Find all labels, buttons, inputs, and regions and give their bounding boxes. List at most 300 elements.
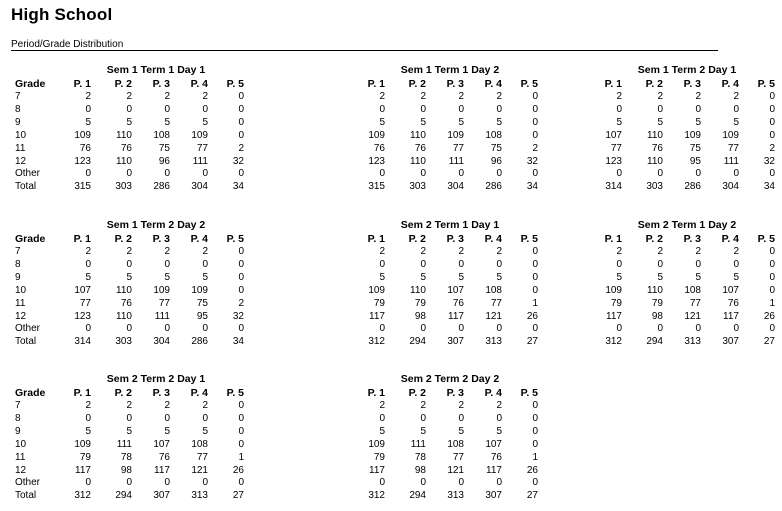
table-row [542, 297, 775, 310]
period-column-header: P. 4 [484, 233, 502, 245]
period-column-header: P. 5 [520, 233, 538, 245]
table-cell: 0 [238, 168, 244, 180]
table-row [305, 464, 538, 477]
table-cell: 313 [447, 490, 464, 502]
table-title: Sem 2 Term 2 Day 2 [400, 373, 500, 385]
table-row [11, 399, 244, 412]
table-cell: 0 [695, 103, 701, 115]
table-cell: 111 [192, 155, 208, 167]
table-cell: 26 [763, 310, 775, 322]
period-column-header: P. 5 [757, 233, 775, 245]
table-row [305, 438, 538, 451]
table-cell: 2 [126, 91, 132, 102]
table-cell: 294 [646, 336, 663, 348]
table-cell: 5 [126, 425, 132, 437]
table-cell: 5 [85, 271, 91, 283]
table-cell: 32 [526, 155, 538, 167]
table-cell: 77 [452, 142, 464, 154]
period-column-header: P. 2 [408, 78, 426, 90]
table-cell: 0 [695, 258, 701, 270]
table-row [305, 412, 538, 425]
table-cell: 2 [695, 91, 701, 102]
table-cell: 314 [74, 336, 91, 348]
table-row [305, 322, 538, 335]
table-cell: 0 [85, 477, 91, 489]
table-cell: 5 [85, 425, 91, 437]
table-cell: 75 [196, 297, 208, 309]
table-cell: 303 [115, 336, 132, 348]
table-cell: 123 [368, 155, 385, 167]
table-cell: 95 [196, 310, 208, 322]
table-cell: 76 [158, 451, 170, 463]
table-cell: 2 [657, 91, 663, 102]
table-cell: 117 [486, 464, 502, 476]
grade-label: Total [15, 490, 37, 502]
table-cell: 77 [727, 142, 739, 154]
table-cell: 76 [414, 142, 426, 154]
grade-label: Total [15, 336, 37, 348]
total-row [11, 180, 244, 193]
table-cell: 0 [420, 412, 426, 424]
table-row [542, 103, 775, 116]
table-cell: 0 [238, 400, 244, 411]
table-cell: 108 [447, 438, 464, 450]
table-cell: 123 [74, 310, 91, 322]
period-column-header: P. 5 [520, 387, 538, 399]
table-cell: 110 [647, 155, 663, 167]
table-cell: 0 [532, 168, 538, 180]
grade-label: 9 [15, 271, 21, 283]
table-cell: 307 [153, 490, 170, 502]
table-cell: 108 [191, 438, 208, 450]
table-cell: 0 [238, 129, 244, 141]
table-cell: 34 [526, 181, 538, 193]
table-cell: 5 [695, 271, 701, 283]
table-cell: 0 [695, 323, 701, 335]
table-cell: 2 [126, 400, 132, 411]
table-row [11, 116, 244, 129]
table-cell: 0 [379, 258, 385, 270]
table-row [305, 451, 538, 464]
table-cell: 2 [164, 91, 170, 102]
table-cell: 0 [769, 284, 775, 296]
period-column-header: P. 2 [114, 78, 132, 90]
period-column-header: P. 4 [190, 387, 208, 399]
table-cell: 77 [158, 297, 170, 309]
period-column-header: P. 1 [73, 233, 91, 245]
table-cell: 0 [532, 412, 538, 424]
table-cell: 0 [458, 323, 464, 335]
table-cell: 0 [769, 168, 775, 180]
table-cell: 77 [196, 142, 208, 154]
table-cell: 2 [733, 246, 739, 257]
period-column-header: P. 2 [114, 233, 132, 245]
table-cell: 0 [496, 323, 502, 335]
table-cell: 76 [79, 142, 91, 154]
table-cell: 98 [120, 464, 132, 476]
table-cell: 0 [202, 258, 208, 270]
table-cell: 286 [191, 336, 208, 348]
table-cell: 313 [485, 336, 502, 348]
table-cell: 96 [490, 155, 502, 167]
table-cell: 27 [526, 490, 538, 502]
table-cell: 121 [191, 464, 208, 476]
table-cell: 304 [191, 181, 208, 193]
period-column-header: P. 1 [367, 233, 385, 245]
grade-label: 12 [15, 310, 27, 322]
table-cell: 5 [496, 425, 502, 437]
table-cell: 0 [85, 323, 91, 335]
table-cell: 108 [684, 284, 701, 296]
table-cell: 0 [164, 258, 170, 270]
table-row [11, 167, 244, 180]
table-cell: 0 [420, 323, 426, 335]
table-cell: 76 [727, 297, 739, 309]
table-cell: 0 [616, 103, 622, 115]
table-cell: 79 [651, 297, 663, 309]
table-cell: 5 [458, 116, 464, 128]
table-cell: 312 [368, 336, 385, 348]
table-cell: 0 [420, 168, 426, 180]
table-cell: 0 [85, 168, 91, 180]
table-cell: 5 [202, 425, 208, 437]
table-cell: 27 [526, 336, 538, 348]
table-cell: 0 [238, 425, 244, 437]
table-row [11, 438, 244, 451]
table-row [305, 155, 538, 168]
grade-column-header: Grade [15, 78, 46, 90]
period-column-header: P. 5 [757, 78, 775, 90]
table-title: Sem 2 Term 2 Day 1 [106, 373, 206, 385]
table-cell: 294 [409, 336, 426, 348]
table-cell: 109 [153, 284, 170, 296]
table-cell: 76 [490, 451, 502, 463]
table-cell: 76 [373, 142, 385, 154]
table-cell: 0 [532, 246, 538, 257]
total-row [11, 335, 244, 348]
table-row [542, 310, 775, 323]
table-cell: 5 [164, 271, 170, 283]
table-cell: 110 [116, 310, 132, 322]
total-row [305, 489, 538, 502]
table-cell: 109 [368, 284, 385, 296]
table-row [542, 116, 775, 129]
table-cell: 98 [414, 310, 426, 322]
table-cell: 117 [723, 310, 739, 322]
table-row [11, 258, 244, 271]
table-cell: 303 [115, 181, 132, 193]
table-cell: 2 [85, 246, 91, 257]
table-row [11, 271, 244, 284]
table-cell: 1 [769, 297, 775, 309]
total-row [11, 489, 244, 502]
table-cell: 303 [646, 181, 663, 193]
table-cell: 0 [496, 168, 502, 180]
table-cell: 32 [763, 155, 775, 167]
table-cell: 110 [410, 155, 426, 167]
period-column-header: P. 1 [604, 78, 622, 90]
period-column-header: P. 5 [226, 78, 244, 90]
table-cell: 117 [154, 464, 170, 476]
grade-label: Other [15, 323, 41, 335]
table-cell: 0 [379, 412, 385, 424]
table-cell: 0 [496, 258, 502, 270]
table-cell: 0 [532, 425, 538, 437]
table-cell: 2 [458, 91, 464, 102]
grade-label: 11 [15, 451, 26, 463]
table-cell: 98 [414, 464, 426, 476]
table-cell: 78 [120, 451, 132, 463]
table-cell: 79 [373, 451, 385, 463]
table-cell: 5 [733, 116, 739, 128]
table-cell: 5 [420, 425, 426, 437]
table-cell: 107 [605, 129, 622, 141]
table-cell: 26 [526, 310, 538, 322]
table-cell: 0 [769, 271, 775, 283]
table-cell: 79 [414, 297, 426, 309]
grade-label: 10 [15, 129, 27, 141]
table-cell: 98 [651, 310, 663, 322]
period-column-header: P. 5 [226, 233, 244, 245]
table-cell: 286 [485, 181, 502, 193]
table-row [542, 322, 775, 335]
table-cell: 0 [532, 438, 538, 450]
table-cell: 117 [369, 310, 385, 322]
table-cell: 110 [647, 129, 663, 141]
table-cell: 5 [657, 116, 663, 128]
table-title: Sem 1 Term 1 Day 2 [400, 64, 500, 76]
table-cell: 107 [74, 284, 91, 296]
table-row [542, 155, 775, 168]
table-cell: 2 [238, 142, 244, 154]
table-cell: 0 [238, 271, 244, 283]
period-column-header: P. 4 [484, 387, 502, 399]
table-row [305, 284, 538, 297]
table-cell: 0 [238, 284, 244, 296]
table-cell: 0 [238, 91, 244, 102]
table-cell: 0 [532, 116, 538, 128]
table-cell: 0 [238, 246, 244, 257]
table-cell: 0 [458, 103, 464, 115]
table-cell: 0 [164, 412, 170, 424]
period-column-header: P. 2 [408, 387, 426, 399]
table-cell: 110 [410, 284, 426, 296]
table-cell: 121 [684, 310, 701, 322]
table-cell: 5 [420, 271, 426, 283]
table-cell: 0 [532, 103, 538, 115]
period-column-header: P. 3 [446, 78, 464, 90]
total-row [305, 180, 538, 193]
table-cell: 2 [379, 91, 385, 102]
table-row [305, 129, 538, 142]
table-cell: 110 [116, 155, 132, 167]
table-cell: 0 [769, 103, 775, 115]
table-cell: 0 [379, 103, 385, 115]
table-cell: 2 [458, 246, 464, 257]
table-cell: 0 [126, 168, 132, 180]
table-cell: 0 [695, 168, 701, 180]
period-column-header: P. 1 [367, 78, 385, 90]
table-row [11, 451, 244, 464]
table-title: Sem 1 Term 2 Day 1 [637, 64, 737, 76]
table-cell: 111 [154, 310, 170, 322]
table-cell: 314 [605, 181, 622, 193]
period-column-header: P. 3 [446, 387, 464, 399]
table-cell: 307 [722, 336, 739, 348]
table-cell: 5 [657, 271, 663, 283]
period-column-header: P. 3 [152, 387, 170, 399]
table-cell: 294 [115, 490, 132, 502]
table-cell: 2 [657, 246, 663, 257]
table-cell: 0 [733, 323, 739, 335]
period-column-header: P. 2 [408, 233, 426, 245]
table-cell: 304 [722, 181, 739, 193]
table-cell: 77 [689, 297, 701, 309]
grade-column-header: Grade [15, 233, 46, 245]
table-cell: 109 [368, 438, 385, 450]
period-column-header: P. 3 [152, 78, 170, 90]
table-cell: 2 [769, 142, 775, 154]
table-cell: 0 [238, 258, 244, 270]
table-cell: 109 [74, 438, 91, 450]
table-cell: 5 [126, 271, 132, 283]
table-cell: 76 [120, 142, 132, 154]
table-cell: 0 [496, 103, 502, 115]
table-cell: 2 [695, 246, 701, 257]
table-cell: 26 [526, 464, 538, 476]
table-cell: 121 [485, 310, 502, 322]
table-cell: 75 [490, 142, 502, 154]
grade-label: Other [15, 168, 41, 180]
table-cell: 313 [684, 336, 701, 348]
table-cell: 0 [126, 258, 132, 270]
table-cell: 0 [769, 258, 775, 270]
table-cell: 108 [485, 284, 502, 296]
total-row [542, 180, 775, 193]
table-cell: 96 [158, 155, 170, 167]
table-cell: 109 [605, 284, 622, 296]
period-column-header: P. 4 [721, 78, 739, 90]
table-row [11, 412, 244, 425]
table-cell: 2 [496, 246, 502, 257]
period-column-header: P. 3 [683, 233, 701, 245]
grade-label: 10 [15, 438, 27, 450]
table-cell: 0 [733, 103, 739, 115]
table-row [542, 271, 775, 284]
table-cell: 110 [410, 129, 426, 141]
table-cell: 312 [74, 490, 91, 502]
table-cell: 2 [616, 246, 622, 257]
period-column-header: P. 4 [190, 233, 208, 245]
grade-label: Total [15, 181, 37, 193]
table-row [542, 129, 775, 142]
table-cell: 110 [116, 129, 132, 141]
table-cell: 2 [238, 297, 244, 309]
grade-label: 7 [15, 400, 21, 411]
table-cell: 110 [647, 284, 663, 296]
table-cell: 5 [85, 116, 91, 128]
table-row [305, 310, 538, 323]
table-cell: 2 [458, 400, 464, 411]
table-cell: 2 [379, 246, 385, 257]
table-cell: 110 [116, 284, 132, 296]
table-row [542, 284, 775, 297]
table-cell: 0 [532, 271, 538, 283]
table-cell: 109 [447, 129, 464, 141]
table-cell: 5 [733, 271, 739, 283]
period-column-header: P. 1 [73, 387, 91, 399]
table-cell: 0 [657, 168, 663, 180]
table-cell: 5 [695, 116, 701, 128]
table-cell: 5 [616, 271, 622, 283]
table-row [11, 297, 244, 310]
table-row [11, 310, 244, 323]
grade-label: 9 [15, 116, 21, 128]
table-cell: 32 [232, 310, 244, 322]
table-cell: 5 [126, 116, 132, 128]
table-cell: 2 [85, 91, 91, 102]
table-cell: 76 [120, 297, 132, 309]
table-cell: 5 [164, 425, 170, 437]
grade-label: 11 [15, 142, 26, 154]
table-cell: 111 [116, 438, 132, 450]
table-cell: 77 [79, 297, 91, 309]
table-cell: 0 [202, 477, 208, 489]
table-cell: 107 [722, 284, 739, 296]
table-cell: 0 [616, 323, 622, 335]
table-cell: 0 [657, 103, 663, 115]
period-column-header: P. 2 [645, 78, 663, 90]
table-row [11, 90, 244, 103]
table-cell: 2 [379, 400, 385, 411]
table-cell: 0 [85, 103, 91, 115]
table-cell: 79 [373, 297, 385, 309]
table-cell: 109 [368, 129, 385, 141]
table-cell: 0 [238, 477, 244, 489]
table-cell: 117 [75, 464, 91, 476]
table-cell: 109 [191, 284, 208, 296]
grade-label: 8 [15, 103, 21, 115]
table-cell: 0 [202, 323, 208, 335]
table-cell: 1 [238, 451, 244, 463]
table-cell: 0 [616, 258, 622, 270]
table-cell: 108 [153, 129, 170, 141]
table-cell: 2 [420, 400, 426, 411]
table-cell: 0 [379, 168, 385, 180]
table-cell: 111 [448, 155, 464, 167]
table-cell: 5 [164, 116, 170, 128]
grade-column-header: Grade [15, 387, 46, 399]
table-cell: 2 [202, 91, 208, 102]
table-cell: 0 [202, 168, 208, 180]
period-column-header: P. 3 [446, 233, 464, 245]
table-cell: 79 [610, 297, 622, 309]
table-row [305, 297, 538, 310]
report-subtitle: Period/Grade Distribution [11, 39, 124, 50]
table-cell: 5 [496, 116, 502, 128]
table-cell: 0 [657, 258, 663, 270]
table-row [11, 476, 244, 489]
table-row [305, 476, 538, 489]
table-title: Sem 2 Term 1 Day 2 [637, 219, 737, 231]
table-cell: 2 [202, 400, 208, 411]
table-cell: 0 [532, 323, 538, 335]
table-cell: 307 [447, 336, 464, 348]
table-cell: 0 [379, 323, 385, 335]
table-cell: 0 [458, 258, 464, 270]
table-cell: 0 [657, 323, 663, 335]
table-cell: 0 [202, 103, 208, 115]
